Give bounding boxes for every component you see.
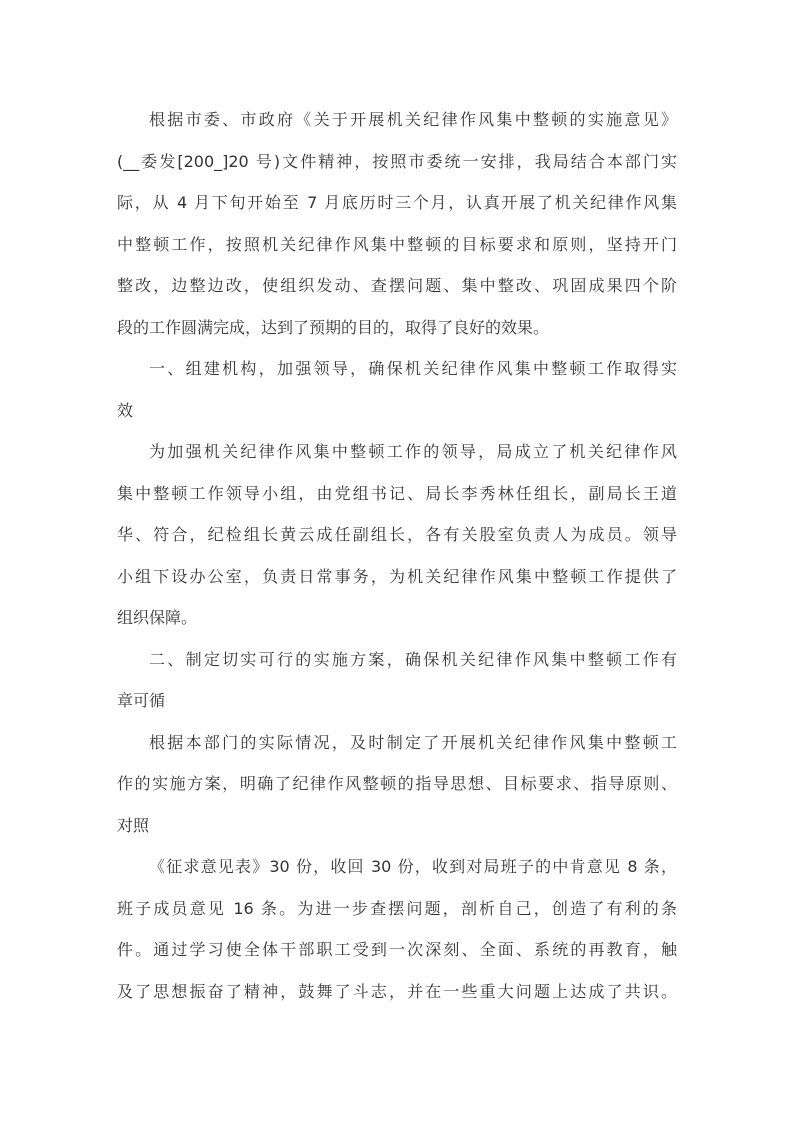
text-line: 班子成员意见 16 条。为进一步查摆问题，剖析自己，创造了有利的条 bbox=[117, 898, 677, 918]
text-line: 段的工作圆满完成，达到了预期的目的，取得了良好的效果。 bbox=[117, 317, 550, 337]
text-line: 小组下设办公室，负责日常事务，为机关纪律作风集中整顿工作提供了 bbox=[117, 566, 677, 586]
text-line: 组织保障。 bbox=[117, 608, 198, 627]
text-line: 华、符合，纪检组长黄云成任副组长，各有关股室负责人为成员。领导 bbox=[117, 525, 677, 544]
text-line: 《征求意见表》30 份，收回 30 份，收到对局班子的中肯意见 8 条， bbox=[149, 857, 677, 876]
text-line: 件。通过学习使全体干部职工受到一次深刻、全面、系统的再教育，触 bbox=[117, 940, 677, 959]
text-line: 作的实施方案，明确了纪律作风整顿的指导思想、目标要求、指导原则、 bbox=[117, 774, 677, 793]
text-line: 际，从 4 月下旬开始至 7 月底历时三个月，认真开展了机关纪律作风集 bbox=[117, 193, 677, 212]
text-line: 及了思想振奋了精神，鼓舞了斗志，并在一些重大问题上达成了共识。 bbox=[117, 981, 677, 1001]
text-line: 整改，边整边改，使组织发动、查摆问题、集中整改、巩固成果四个阶 bbox=[117, 276, 677, 295]
text-line: 中整顿工作，按照机关纪律作风集中整顿的目标要求和原则，坚持开门 bbox=[117, 234, 677, 254]
text-line: 效 bbox=[117, 400, 134, 420]
text-line: (__委发[200_]20 号)文件精神，按照市委统一安排，我局结合本部门实 bbox=[117, 151, 677, 171]
text-line: 二、制定切实可行的实施方案，确保机关纪律作风集中整顿工作有 bbox=[149, 649, 677, 669]
text-line: 根据本部门的实际情况，及时制定了开展机关纪律作风集中整顿工 bbox=[149, 732, 677, 752]
text-line: 一、组建机构，加强领导，确保机关纪律作风集中整顿工作取得实 bbox=[149, 359, 677, 378]
text-line: 章可循 bbox=[117, 691, 166, 710]
text-line: 集中整顿工作领导小组，由党组书记、局长李秀林任组长，副局长王道 bbox=[117, 483, 677, 503]
text-line: 为加强机关纪律作风集中整顿工作的领导，局成立了机关纪律作风 bbox=[149, 442, 677, 461]
text-line: 根据市委、市政府《关于开展机关纪律作风集中整顿的实施意见》 bbox=[149, 110, 677, 129]
text-line: 对照 bbox=[117, 815, 150, 835]
document-body bbox=[117, 99, 677, 1012]
